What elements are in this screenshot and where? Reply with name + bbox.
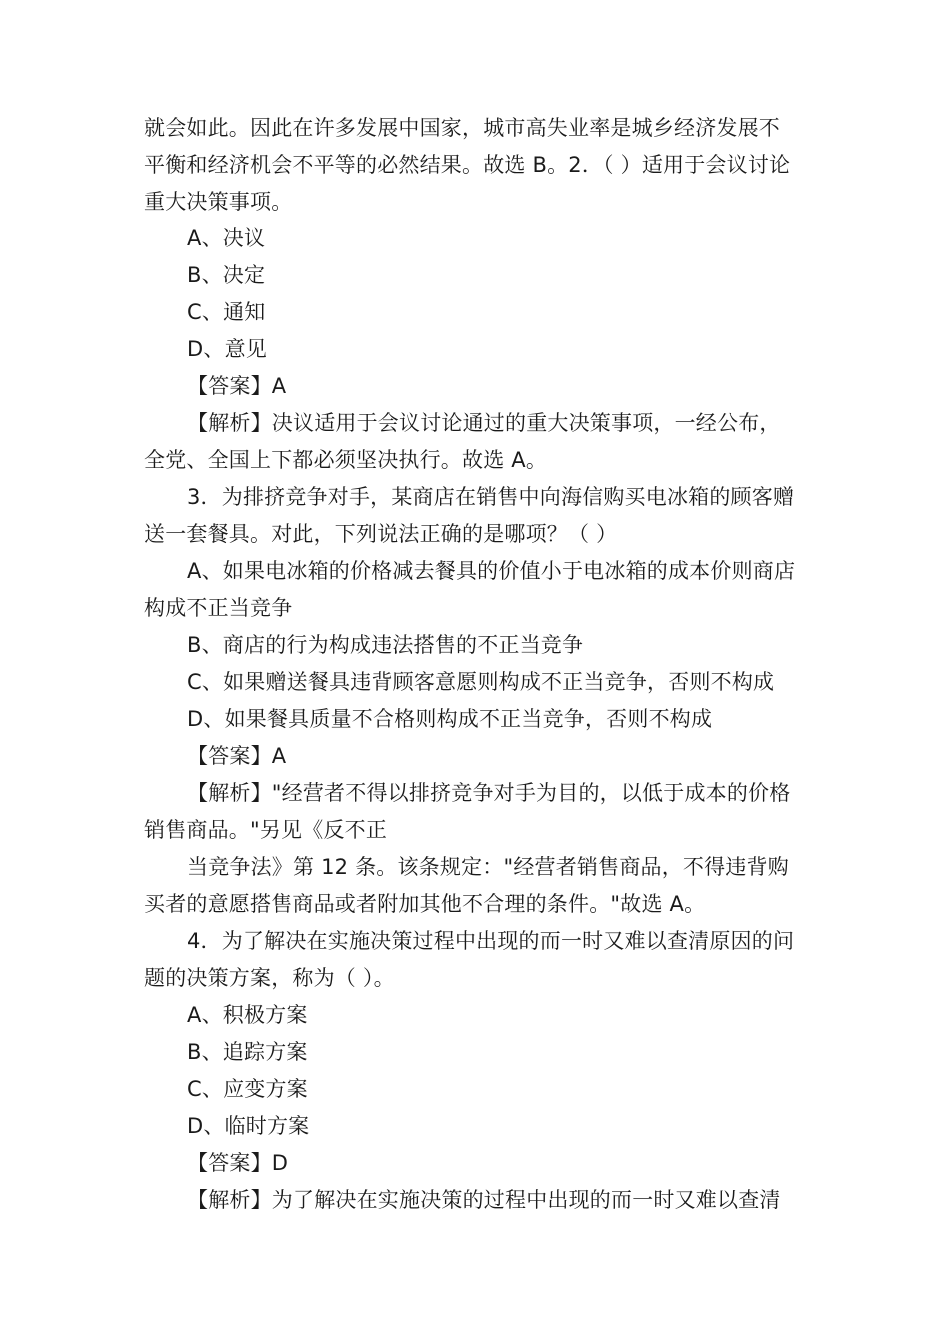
answer-line: 【答案】D <box>187 1151 289 1175</box>
option-b: B、决定 <box>187 263 266 287</box>
option-c: C、如果赠送餐具违背顾客意愿则构成不正当竞争，否则不构成 <box>187 670 775 694</box>
text-line: 重大决策事项。 <box>144 190 293 214</box>
analysis-line: 【解析】决议适用于会议讨论通过的重大决策事项，一经公布， <box>187 411 781 435</box>
analysis-line: 【解析】为了解决在实施决策的过程中出现的而一时又难以查清 <box>187 1188 781 1212</box>
answer-line: 【答案】A <box>187 744 287 768</box>
option-d: D、意见 <box>187 337 267 361</box>
text-line: 就会如此。因此在许多发展中国家，城市高失业率是城乡经济发展不 <box>144 116 780 140</box>
question-line: 3．为排挤竞争对手，某商店在销售中向海信购买电冰箱的顾客赠 <box>187 485 795 509</box>
option-a: A、如果电冰箱的价格减去餐具的价值小于电冰箱的成本价则商店 <box>187 559 796 583</box>
text-line: 销售商品。"另见《反不正 <box>144 818 388 842</box>
option-c: C、通知 <box>187 300 266 324</box>
analysis-line: 【解析】"经营者不得以排挤竞争对手为目的，以低于成本的价格 <box>187 781 791 805</box>
option-d: D、临时方案 <box>187 1114 310 1138</box>
answer-line: 【答案】A <box>187 374 287 398</box>
text-line: 构成不正当竞争 <box>144 596 293 620</box>
question-line: 4．为了解决在实施决策过程中出现的而一时又难以查清原因的问 <box>187 929 795 953</box>
option-d: D、如果餐具质量不合格则构成不正当竞争，否则不构成 <box>187 707 713 731</box>
text-line: 送一套餐具。对此，下列说法正确的是哪项？（ ） <box>144 522 618 546</box>
option-b: B、追踪方案 <box>187 1040 308 1064</box>
text-line: 买者的意愿搭售商品或者附加其他不合理的条件。"故选 A。 <box>144 892 706 916</box>
option-b: B、商店的行为构成违法搭售的不正当竞争 <box>187 633 584 657</box>
text-line: 当竞争法》第 12 条。该条规定："经营者销售商品，不得违背购 <box>187 855 789 879</box>
text-line: 题的决策方案，称为（ ）。 <box>144 966 395 990</box>
option-a: A、决议 <box>187 226 266 250</box>
option-a: A、积极方案 <box>187 1003 308 1027</box>
option-c: C、应变方案 <box>187 1077 308 1101</box>
text-line: 平衡和经济机会不平等的必然结果。故选 B。2．（ ）适用于会议讨论 <box>144 153 791 177</box>
text-line: 全党、全国上下都必须坚决执行。故选 A。 <box>144 448 548 472</box>
